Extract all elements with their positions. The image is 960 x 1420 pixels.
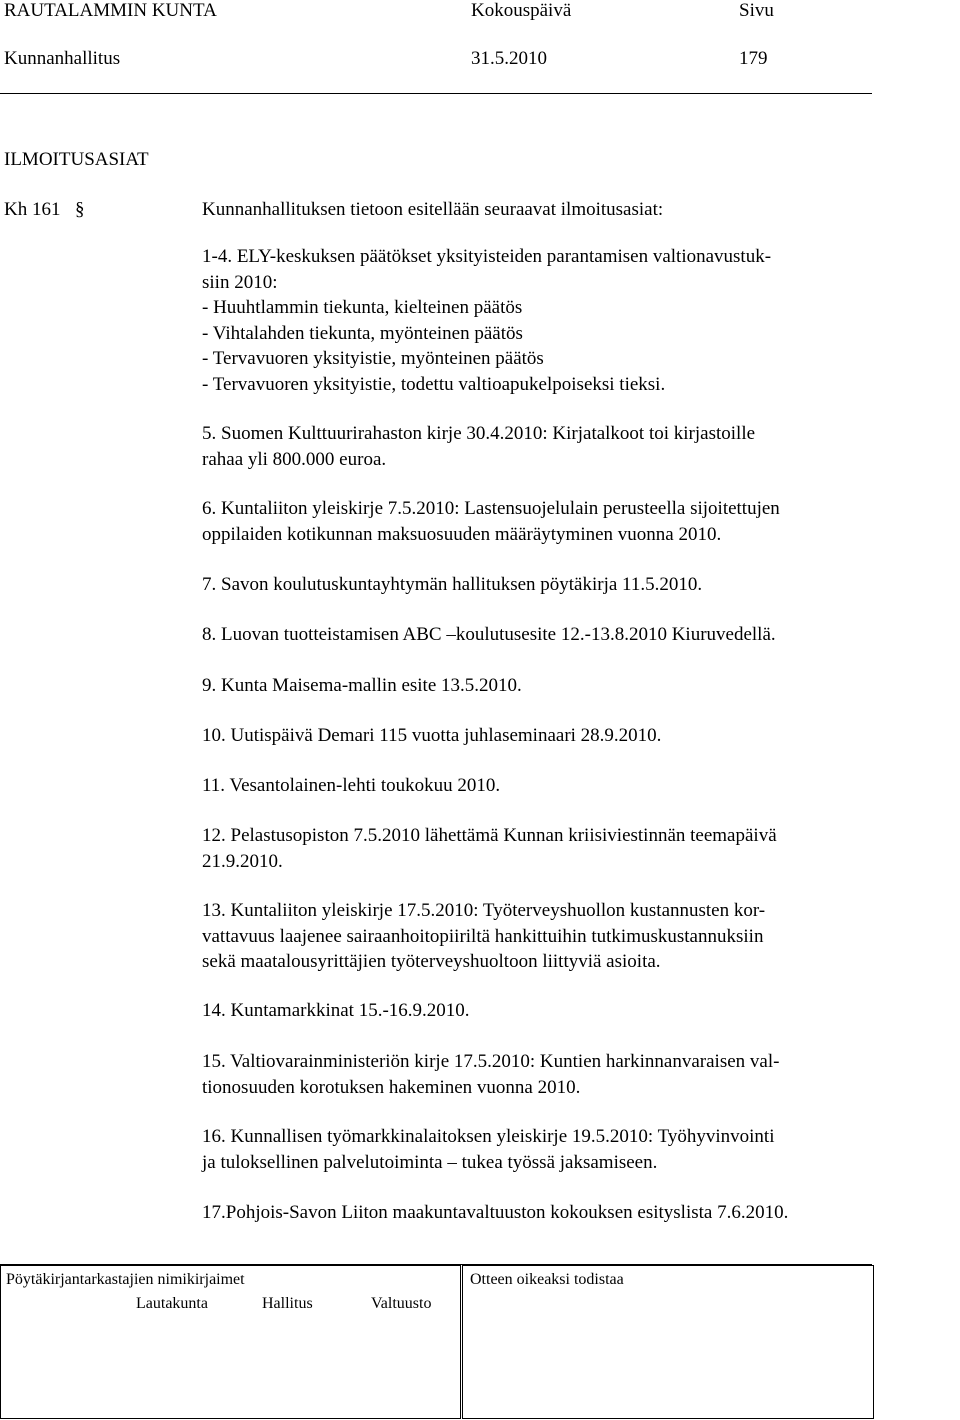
column-valtuusto: Valtuusto <box>371 1295 432 1312</box>
line: sekä maatalousyrittäjien työterveyshuoltoon liittyviä asioita. <box>202 951 661 972</box>
line: tionosuuden korotuksen hakeminen vuonna 2010. <box>202 1076 581 1098</box>
case-number: Kh 161 <box>4 199 61 220</box>
line: 7. Savon koulutuskuntayhtymän hallituksen pöytäkirja 11.5.2010. <box>202 574 703 595</box>
line: 5. Suomen Kulttuurirahaston kirje 30.4.2010: Kirjatalkoot toi kirjastoille <box>202 423 756 444</box>
notice-item-17 <box>202 1200 892 1226</box>
line: 21.9.2010. <box>202 850 283 872</box>
line: 11. Vesantolainen-lehti toukokuu 2010. <box>202 775 501 796</box>
line: - Tervavuoren yksityistie, myönteinen päätös <box>202 348 544 369</box>
line: 16. Kunnallisen työmarkkinalaitoksen yleiskirje 19.5.2010: Työhyvinvointi <box>202 1126 775 1147</box>
line: - Vihtalahden tiekunta, myönteinen päätös <box>202 322 523 344</box>
notice-item-11 <box>202 773 892 799</box>
column-lautakunta: Lautakunta <box>136 1295 208 1312</box>
line: 1-4. ELY-keskuksen päätökset yksityisteiden parantamisen valtionavustuk- <box>202 246 772 267</box>
line: 15. Valtiovarainministeriön kirje 17.5.2010: Kuntien harkinnanvaraisen val- <box>202 1051 780 1072</box>
line: 12. Pelastusopiston 7.5.2010 lähettämä Kunnan kriisiviestinnän teemapäivä <box>202 825 777 846</box>
body-name: Kunnanhallitus <box>4 48 121 69</box>
organization-name: RAUTALAMMIN KUNTA <box>4 0 217 21</box>
paragraph-symbol: § <box>75 199 85 220</box>
notice-item-9 <box>202 673 892 699</box>
meeting-date: 31.5.2010 <box>471 48 547 69</box>
column-hallitus: Hallitus <box>262 1295 313 1312</box>
signatures-label: Pöytäkirjantarkastajien nimikirjaimet <box>6 1271 245 1288</box>
notice-item-15 <box>202 1049 892 1100</box>
line: siin 2010: <box>202 271 278 293</box>
notice-item-1-4 <box>202 244 892 397</box>
notice-item-12 <box>202 823 892 874</box>
line: 17.Pohjois-Savon Liiton maakuntavaltuuston kokouksen esityslista 7.6.2010. <box>202 1202 789 1223</box>
line: - Huuhtlammin tiekunta, kielteinen päätös <box>202 297 523 318</box>
line: oppilaiden kotikunnan maksuosuuden määräytyminen vuonna 2010. <box>202 523 722 545</box>
certified-label: Otteen oikeaksi todistaa <box>470 1271 624 1288</box>
line: - Tervavuoren yksityistie, todettu valtioapukelpoiseksi tieksi. <box>202 373 666 395</box>
notice-item-10 <box>202 723 892 749</box>
line: 10. Uutispäivä Demari 115 vuotta juhlaseminaari 28.9.2010. <box>202 725 662 746</box>
page-number: 179 <box>739 48 768 69</box>
meeting-day-label: Kokouspäivä <box>471 0 572 21</box>
page-label: Sivu <box>739 0 774 21</box>
notice-item-6 <box>202 496 892 547</box>
notice-item-13 <box>202 898 892 975</box>
notice-item-16 <box>202 1124 892 1175</box>
header-divider <box>0 93 872 94</box>
line: 14. Kuntamarkkinat 15.-16.9.2010. <box>202 1000 470 1021</box>
notice-item-8 <box>202 622 892 648</box>
line: 13. Kuntaliiton yleiskirje 17.5.2010: Työterveyshuollon kustannusten kor- <box>202 900 766 921</box>
notice-list <box>202 244 892 397</box>
line: 8. Luovan tuotteistamisen ABC –koulutusesite 12.-13.8.2010 Kiuruvedellä. <box>202 624 776 645</box>
line: vattavuus laajenee sairaanhoitopiiriltä hankittuihin tutkimuskustannuksiin <box>202 925 764 947</box>
notice-item-5 <box>202 421 892 472</box>
notice-item-14 <box>202 998 892 1024</box>
section-title: ILMOITUSASIAT <box>4 149 149 170</box>
line: 6. Kuntaliiton yleiskirje 7.5.2010: Lastensuojelulain perusteella sijoitettujen <box>202 498 780 519</box>
case-intro: Kunnanhallituksen tietoon esitellään seuraavat ilmoitusasiat: <box>202 199 664 220</box>
line: ja tuloksellinen palvelutoiminta – tukea työssä jaksamiseen. <box>202 1151 658 1173</box>
line: 9. Kunta Maisema-mallin esite 13.5.2010. <box>202 675 522 696</box>
line: rahaa yli 800.000 euroa. <box>202 448 387 470</box>
notice-item-7 <box>202 572 892 598</box>
